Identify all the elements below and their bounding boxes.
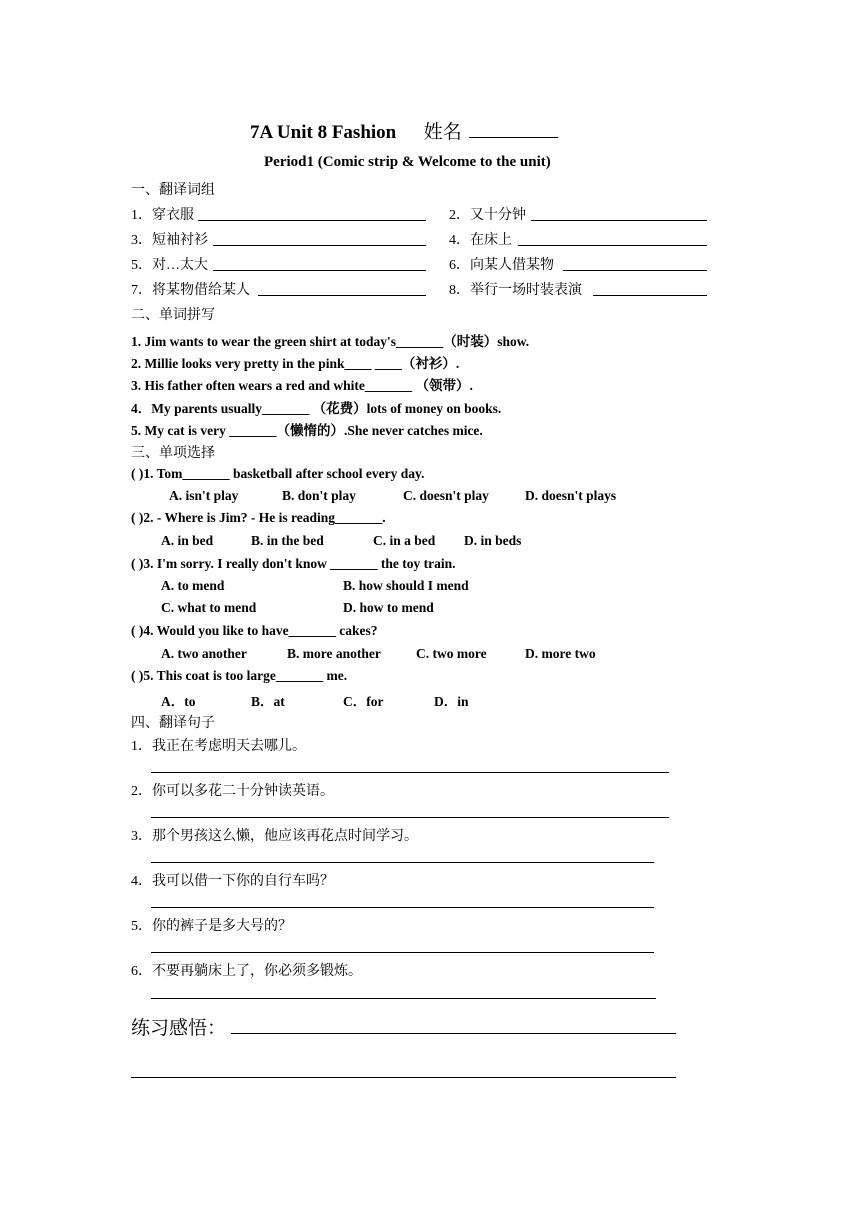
option-d: D. in beds <box>464 533 522 548</box>
phrase-item: 8．举行一场时装表演 <box>449 283 582 298</box>
option-b: B. in the bed <box>251 533 324 548</box>
option-c: C. what to mend <box>161 600 257 615</box>
spelling-item: 2. Millie looks very pretty in the pink____ ____（衬衫）. <box>131 356 460 371</box>
phrase-item: 2．又十分钟 <box>449 208 526 223</box>
option-b: B. more another <box>287 646 381 661</box>
sentence-prompt: 1．我正在考虑明天去哪儿。 <box>131 739 306 754</box>
phrase-item: 6．向某人借某物 <box>449 258 554 273</box>
section3-heading: 三、单项选择 <box>131 446 215 461</box>
section4-heading: 四、翻译句子 <box>131 716 215 731</box>
title-text: 7A Unit 8 Fashion <box>250 122 397 143</box>
option-a: A. isn't play <box>169 488 239 503</box>
translation-line[interactable] <box>151 817 669 818</box>
answer-line[interactable] <box>258 295 426 296</box>
insight-label: 练习感悟： <box>131 1018 227 1039</box>
question-stem: ( )5. This coat is too large_______ me. <box>131 668 348 683</box>
option-a: A. in bed <box>161 533 214 548</box>
spelling-item: 5. My cat is very _______（懒惰的）.She never catches mice. <box>131 423 483 438</box>
option-c: C．for <box>343 694 384 709</box>
option-c: C. in a bed <box>373 533 436 548</box>
option-b: B. how should I mend <box>343 578 469 593</box>
section2-heading: 二、单词拼写 <box>131 308 215 323</box>
option-d: D. how to mend <box>343 600 434 615</box>
phrase-item: 4．在床上 <box>449 233 512 248</box>
answer-line[interactable] <box>593 295 707 296</box>
answer-line[interactable] <box>213 245 426 246</box>
translation-line[interactable] <box>151 952 654 953</box>
question-stem: ( )2. - Where is Jim? - He is reading_______. <box>131 510 386 525</box>
answer-line[interactable] <box>531 220 707 221</box>
option-c: C. two more <box>416 646 487 661</box>
option-b: B．at <box>251 694 285 709</box>
insight-line[interactable] <box>131 1077 676 1078</box>
option-d: D. doesn't plays <box>525 488 617 503</box>
phrase-item: 5．对…太大 <box>131 258 208 273</box>
option-d: D. more two <box>525 646 596 661</box>
name-label: 姓名 <box>423 122 462 143</box>
phrase-item: 7．将某物借给某人 <box>131 283 250 298</box>
spelling-item: 4．My parents usually_______ （花费）lots of money on books. <box>131 401 502 416</box>
sentence-prompt: 5．你的裤子是多大号的？ <box>131 919 292 934</box>
spelling-item: 3. His father often wears a red and white_______ （领带）. <box>131 378 473 393</box>
phrase-item: 3．短袖衬衫 <box>131 233 208 248</box>
option-a: A. to mend <box>161 578 225 593</box>
name-field[interactable] <box>469 137 558 138</box>
phrase-item: 1．穿衣服 <box>131 208 194 223</box>
option-a: A．to <box>161 694 196 709</box>
question-stem: ( )3. I'm sorry. I really don't know _______ the toy train. <box>131 556 456 571</box>
translation-line[interactable] <box>151 862 654 863</box>
answer-line[interactable] <box>213 270 426 271</box>
page-subtitle: Period1 (Comic strip & Welcome to the unit) <box>264 154 551 170</box>
option-b: B. don't play <box>282 488 356 503</box>
spelling-item: 1. Jim wants to wear the green shirt at today's_______（时装）show. <box>131 334 530 349</box>
question-stem: ( )4. Would you like to have_______ cakes? <box>131 623 378 638</box>
translation-line[interactable] <box>151 907 654 908</box>
question-stem: ( )1. Tom_______ basketball after school every day. <box>131 466 425 481</box>
option-c: C. doesn't play <box>403 488 489 503</box>
option-d: D．in <box>434 694 469 709</box>
sentence-prompt: 4．我可以借一下你的自行车吗？ <box>131 874 334 889</box>
sentence-prompt: 2．你可以多花二十分钟读英语。 <box>131 784 334 799</box>
sentence-prompt: 3．那个男孩这么懒，他应该再花点时间学习。 <box>131 829 418 844</box>
answer-line[interactable] <box>563 270 707 271</box>
answer-line[interactable] <box>518 245 707 246</box>
section1-heading: 一、翻译词组 <box>131 183 215 198</box>
insight-line[interactable] <box>231 1033 676 1034</box>
answer-line[interactable] <box>198 220 426 221</box>
option-a: A. two another <box>161 646 247 661</box>
translation-line[interactable] <box>151 998 656 999</box>
sentence-prompt: 6．不要再躺床上了，你必须多锻炼。 <box>131 964 362 979</box>
page-title <box>250 117 462 144</box>
translation-line[interactable] <box>151 772 669 773</box>
